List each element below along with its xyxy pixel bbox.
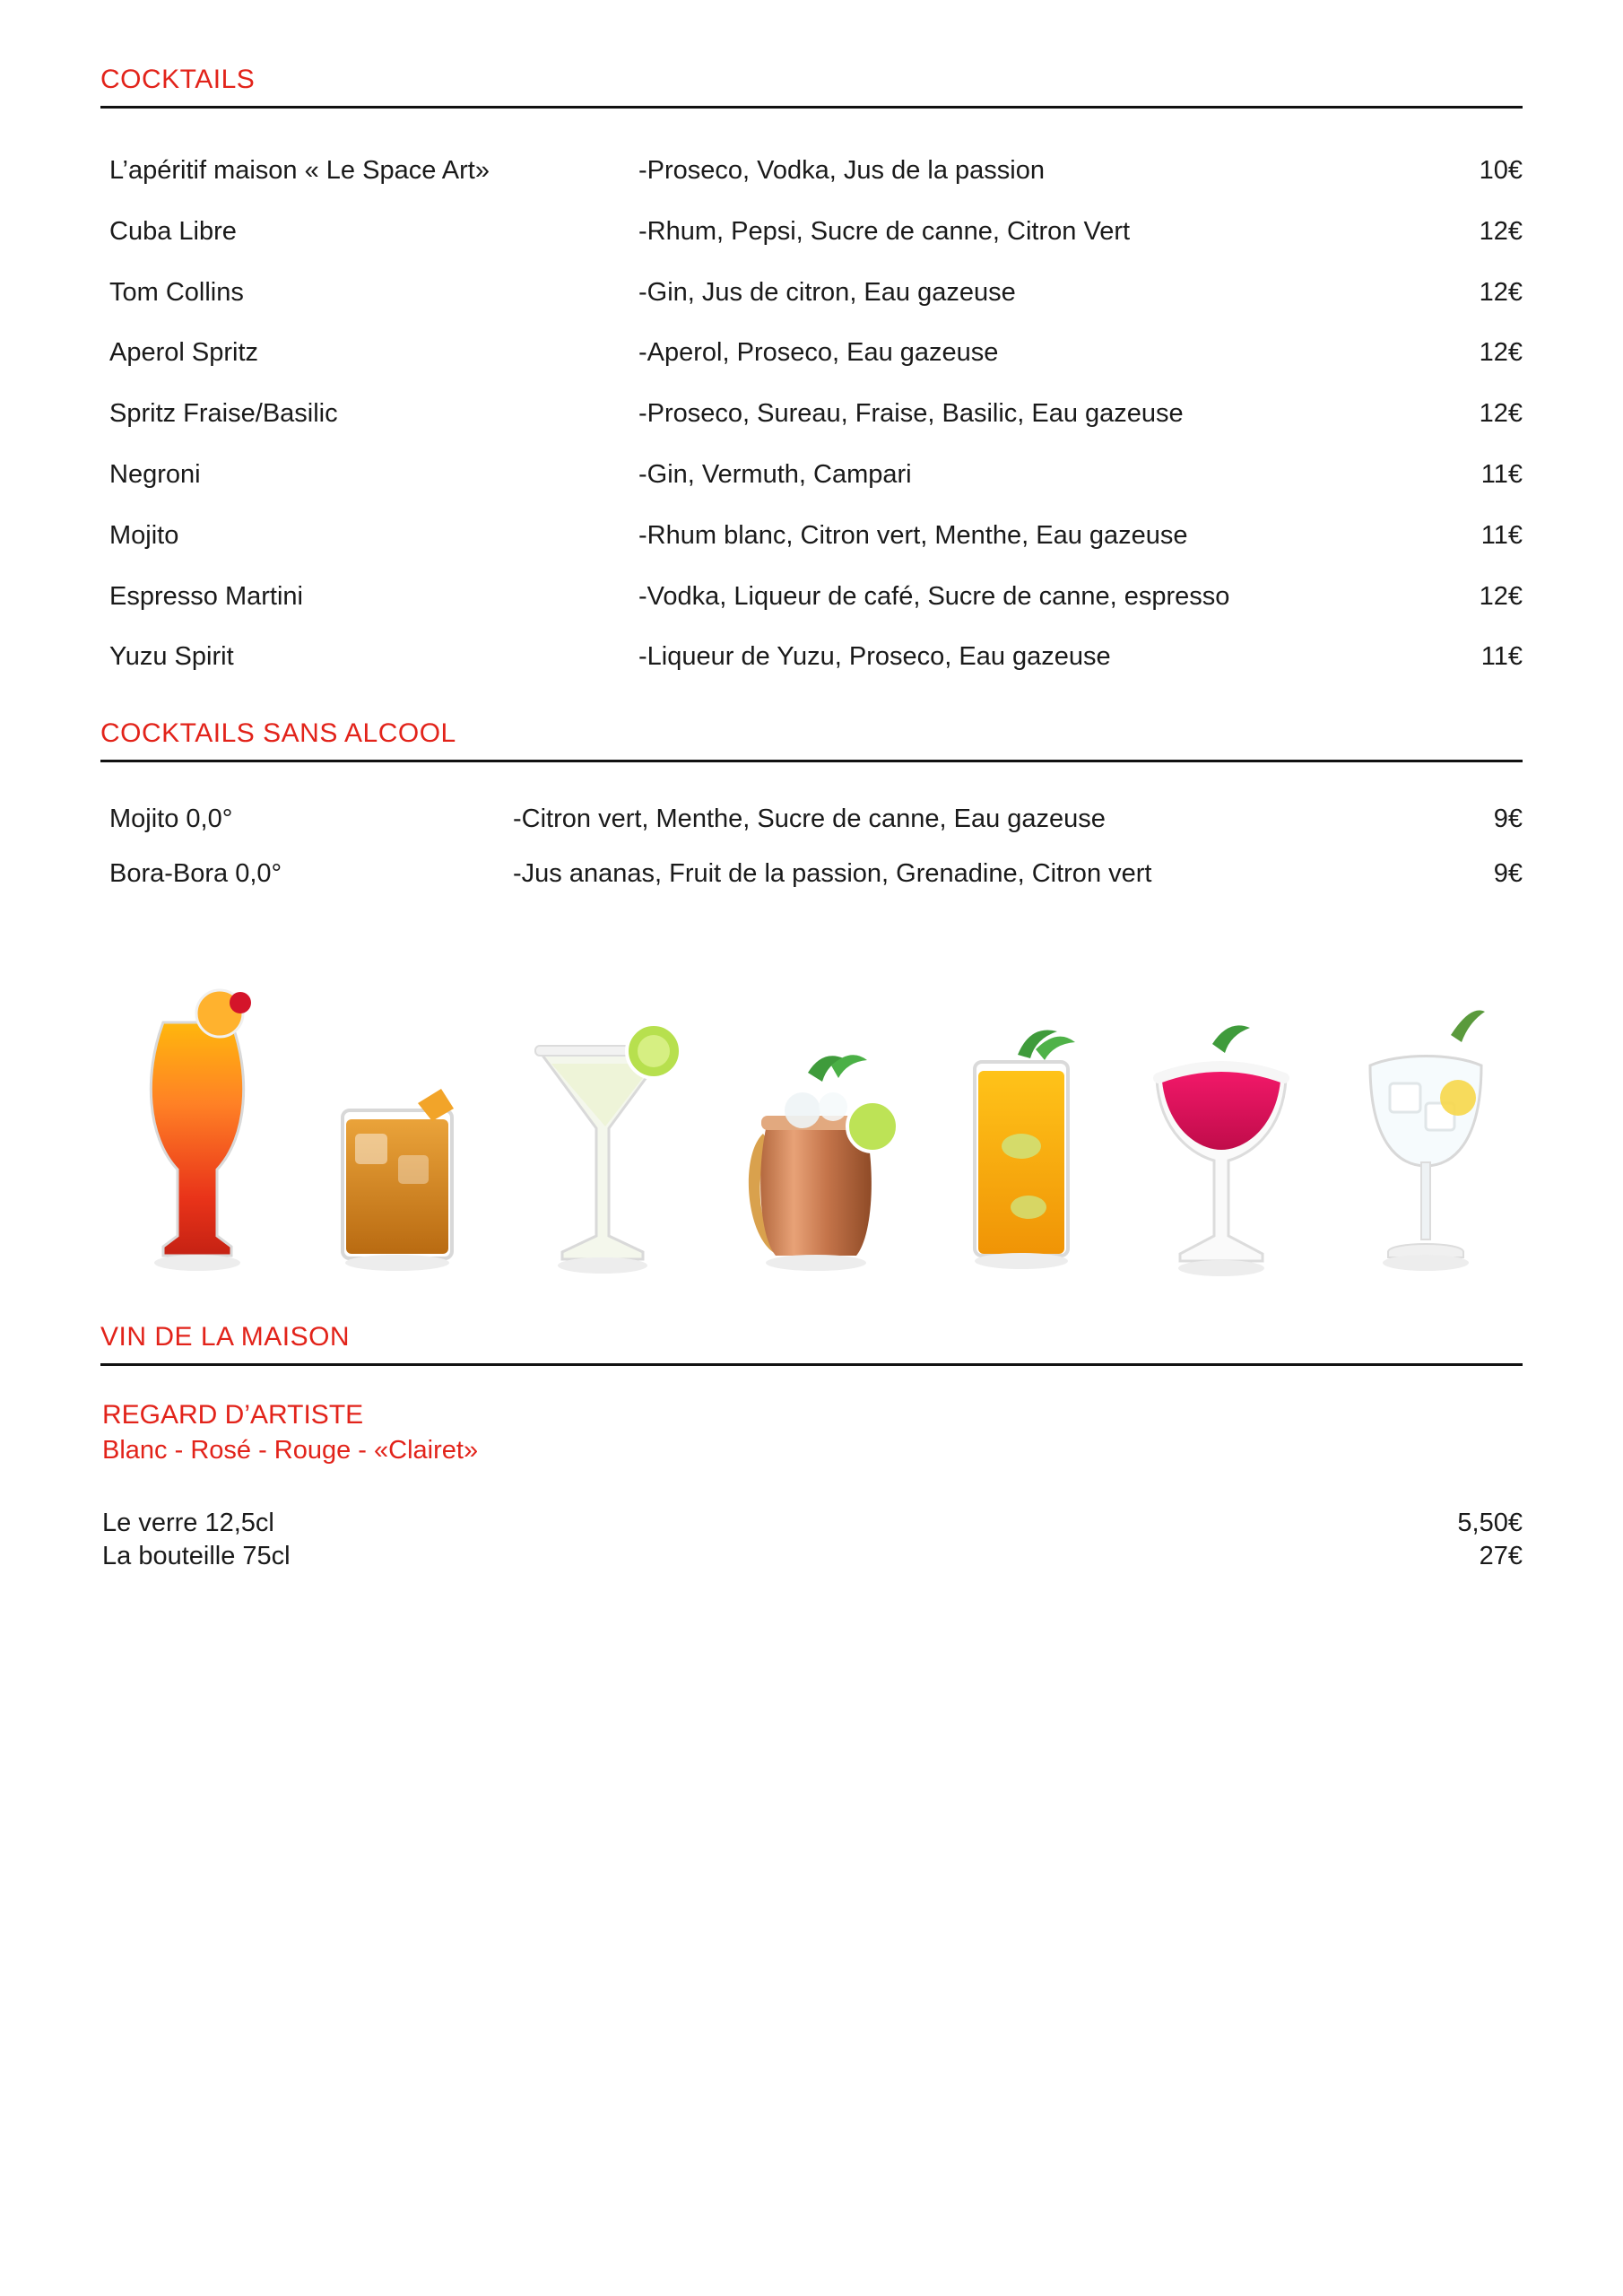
item-name: Espresso Martini	[109, 581, 303, 611]
menu-item-row	[100, 459, 1523, 520]
item-price: 12€	[1479, 399, 1523, 429]
item-description: -Vodka, Liqueur de café, Sucre de canne, espresso	[638, 581, 1230, 611]
wine-label: REGARD D’ARTISTE	[102, 1399, 364, 1430]
wine-heading: VIN DE LA MAISON	[100, 1321, 351, 1352]
item-description: -Liqueur de Yuzu, Proseco, Eau gazeuse	[638, 642, 1111, 672]
menu-item-row	[100, 277, 1523, 338]
menu-item-row	[100, 398, 1523, 459]
item-name: L’apéritif maison « Le Space Art»	[109, 156, 490, 185]
drinks-photo-strip	[100, 967, 1523, 1308]
wine-price-value: 5,50€	[1457, 1508, 1523, 1537]
mocktails-list	[100, 804, 1523, 913]
item-description: -Gin, Vermuth, Campari	[638, 459, 912, 489]
item-name: Spritz Fraise/Basilic	[109, 399, 338, 429]
wine-section	[100, 1308, 1523, 1574]
item-name: Cuba Libre	[109, 216, 237, 246]
menu-item-row	[100, 520, 1523, 581]
wine-price-value: 27€	[1479, 1542, 1523, 1571]
wine-price-label: La bouteille 75cl	[102, 1542, 291, 1571]
wine-divider	[100, 1363, 1523, 1366]
item-price: 9€	[1493, 804, 1523, 834]
wine-price-list	[100, 1507, 1523, 1574]
item-price: 12€	[1479, 581, 1523, 611]
menu-item-row	[100, 858, 1523, 913]
item-name: Negroni	[109, 459, 201, 489]
item-price: 10€	[1479, 156, 1523, 185]
item-name: Tom Collins	[109, 277, 244, 307]
item-description: -Aperol, Proseco, Eau gazeuse	[638, 338, 999, 368]
item-description: -Proseco, Vodka, Jus de la passion	[638, 156, 1045, 185]
mocktails-section	[100, 702, 1523, 913]
item-price: 11€	[1480, 459, 1523, 489]
item-description: -Jus ananas, Fruit de la passion, Grenadine, Citron vert	[513, 858, 1152, 888]
wine-varieties: Blanc - Rosé - Rouge - «Clairet»	[102, 1435, 479, 1465]
cocktails-section	[100, 0, 1523, 702]
cocktails-divider	[100, 106, 1523, 109]
gin-tonic-copa-glass	[1336, 967, 1515, 1308]
cocktails-list	[100, 155, 1523, 702]
moscow-mule-copper-mug	[722, 967, 910, 1308]
highball-orange-juice-glass	[935, 967, 1106, 1308]
item-name: Mojito	[109, 520, 179, 550]
menu-item-row	[100, 337, 1523, 398]
item-description: -Rhum, Pepsi, Sucre de canne, Citron Vert	[638, 216, 1131, 246]
item-description: -Proseco, Sureau, Fraise, Basilic, Eau gazeuse	[638, 399, 1184, 429]
hurricane-sunrise-cocktail	[108, 967, 287, 1308]
menu-item-row	[100, 804, 1523, 858]
item-price: 12€	[1479, 277, 1523, 307]
item-price: 11€	[1480, 642, 1523, 672]
item-name: Mojito 0,0°	[109, 804, 233, 834]
margarita-glass-with-lime	[508, 967, 697, 1308]
item-price: 9€	[1493, 858, 1523, 888]
item-name: Bora-Bora 0,0°	[109, 858, 282, 888]
item-name: Yuzu Spirit	[109, 642, 234, 672]
wine-price-row	[100, 1540, 1523, 1574]
menu-item-row	[100, 641, 1523, 702]
menu-item-row	[100, 155, 1523, 216]
item-price: 11€	[1480, 520, 1523, 550]
item-description: -Rhum blanc, Citron vert, Menthe, Eau gazeuse	[638, 520, 1188, 550]
item-name: Aperol Spritz	[109, 338, 259, 368]
wine-price-label: Le verre 12,5cl	[102, 1508, 274, 1537]
mocktails-heading: COCKTAILS SANS ALCOOL	[100, 718, 456, 749]
wine-price-row	[100, 1507, 1523, 1541]
item-price: 12€	[1479, 216, 1523, 246]
mocktails-divider	[100, 760, 1523, 762]
item-description: -Citron vert, Menthe, Sucre de canne, Eau gazeuse	[513, 804, 1106, 834]
menu-item-row	[100, 581, 1523, 642]
old-fashioned-whisky-tumbler	[312, 967, 482, 1308]
item-description: -Gin, Jus de citron, Eau gazeuse	[638, 277, 1016, 307]
item-price: 12€	[1479, 338, 1523, 368]
menu-item-row	[100, 216, 1523, 277]
cocktails-heading: COCKTAILS	[100, 65, 256, 94]
frozen-strawberry-daiquiri	[1132, 967, 1311, 1308]
